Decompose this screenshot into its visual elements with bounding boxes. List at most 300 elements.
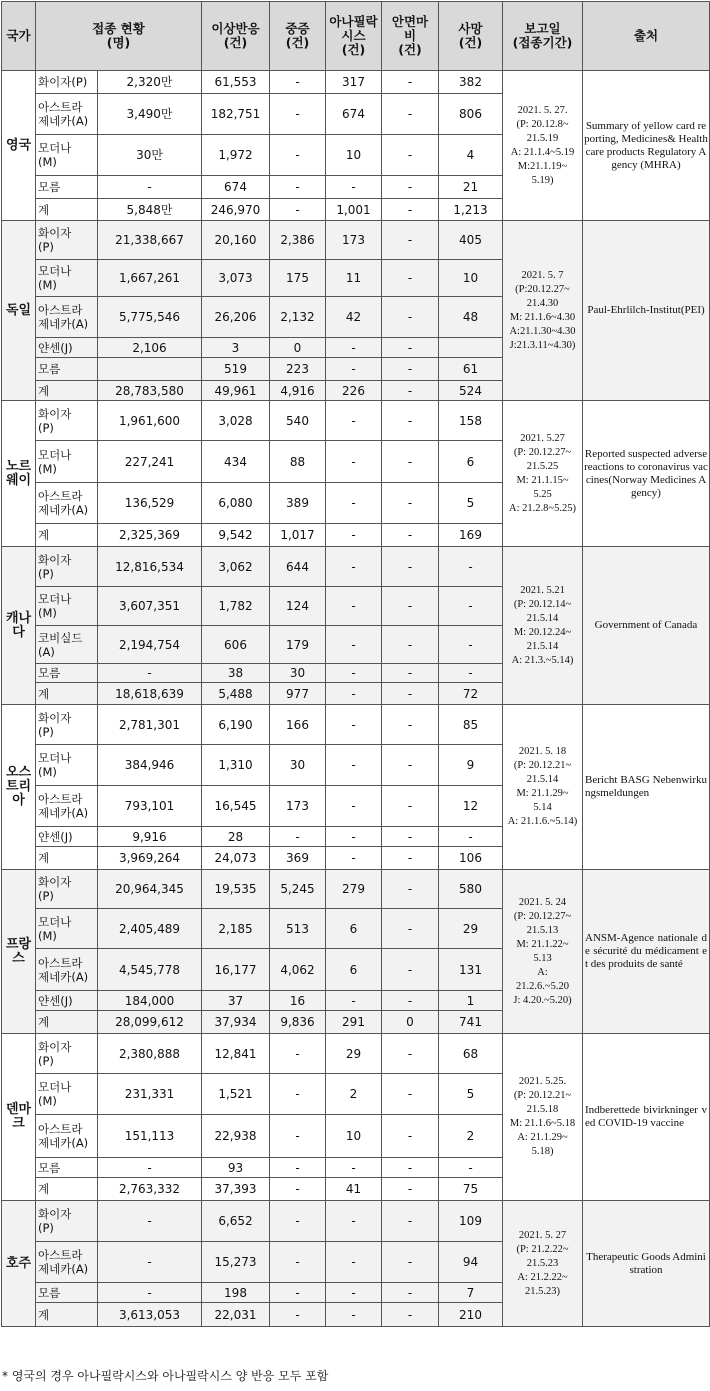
deaths-cell: 5 (439, 1074, 503, 1115)
adverse-cell: 1,782 (202, 587, 270, 626)
anaphylaxis-cell: 6 (326, 949, 382, 991)
adverse-cell: 15,273 (202, 1242, 270, 1283)
deaths-cell: 169 (439, 524, 503, 547)
anaphylaxis-cell: 6 (326, 909, 382, 949)
vaccinated-cell: 793,101 (98, 786, 202, 827)
serious-cell: 540 (270, 401, 326, 441)
footnote: * 영국의 경우 아나필락시스와 아나필락시스 양 반응 모두 포함 (2, 1369, 329, 1383)
header-adverse-reactions: 이상반응 (건) (202, 2, 270, 71)
serious-cell: - (270, 827, 326, 847)
country-cell: 영국 (2, 71, 36, 221)
serious-cell: - (270, 1201, 326, 1242)
adverse-cell: 93 (202, 1158, 270, 1178)
adverse-cell: 6,190 (202, 705, 270, 745)
deaths-cell: 10 (439, 260, 503, 297)
serious-cell: 166 (270, 705, 326, 745)
adverse-cell: 3,028 (202, 401, 270, 441)
vaccine-cell: 계 (36, 1303, 98, 1327)
vaccinated-cell: 2,194,754 (98, 626, 202, 664)
adverse-cell: 49,961 (202, 381, 270, 401)
vaccine-cell: 모더나 (M) (36, 441, 98, 483)
vaccinated-cell: 12,816,534 (98, 547, 202, 587)
vaccinated-cell: 1,667,261 (98, 260, 202, 297)
country-cell: 프랑스 (2, 870, 36, 1034)
vaccine-cell: 아스트라 제네카(A) (36, 786, 98, 827)
deaths-cell: - (439, 1158, 503, 1178)
facial-palsy-cell: - (382, 909, 439, 949)
facial-palsy-cell: - (382, 547, 439, 587)
deaths-cell: 2 (439, 1115, 503, 1158)
anaphylaxis-cell: 29 (326, 1034, 382, 1074)
anaphylaxis-cell: - (326, 1303, 382, 1327)
deaths-cell: 75 (439, 1178, 503, 1201)
serious-cell: - (270, 1303, 326, 1327)
facial-palsy-cell: - (382, 94, 439, 135)
facial-palsy-cell: - (382, 1303, 439, 1327)
serious-cell: 4,062 (270, 949, 326, 991)
anaphylaxis-cell: 226 (326, 381, 382, 401)
vaccine-cell: 아스트라 제네카(A) (36, 94, 98, 135)
vaccinated-cell: 231,331 (98, 1074, 202, 1115)
serious-cell: 644 (270, 547, 326, 587)
anaphylaxis-cell: 10 (326, 1115, 382, 1158)
vaccine-cell: 모름 (36, 1158, 98, 1178)
header-vaccinations: 접종 현황 (명) (36, 2, 202, 71)
vaccinated-cell: 2,781,301 (98, 705, 202, 745)
table-row (2, 71, 710, 94)
anaphylaxis-cell: - (326, 827, 382, 847)
vaccinated-cell: 3,490만 (98, 94, 202, 135)
vaccinated-cell: 2,405,489 (98, 909, 202, 949)
facial-palsy-cell: - (382, 1178, 439, 1201)
vaccine-cell: 모름 (36, 358, 98, 381)
serious-cell: - (270, 1283, 326, 1303)
table-row (2, 1034, 710, 1074)
vaccine-cell: 모더나 (M) (36, 587, 98, 626)
serious-cell: 30 (270, 664, 326, 683)
vaccinated-cell: 184,000 (98, 991, 202, 1011)
anaphylaxis-cell: 317 (326, 71, 382, 94)
vaccinated-cell: - (98, 1158, 202, 1178)
vaccinated-cell: 227,241 (98, 441, 202, 483)
facial-palsy-cell: - (382, 847, 439, 870)
source-cell: Summary of yellow card reporting, Medicines& Healthcare products Regulatory Agency (MHRA) (583, 71, 710, 221)
source-cell: ANSM-Agence nationale de sécurité du médicament et des produits de santé (583, 870, 710, 1034)
vaccine-cell: 모더나 (M) (36, 909, 98, 949)
vaccinated-cell: 3,969,264 (98, 847, 202, 870)
serious-cell: 2,132 (270, 297, 326, 338)
anaphylaxis-cell: - (326, 683, 382, 705)
serious-cell: 1,017 (270, 524, 326, 547)
facial-palsy-cell: - (382, 786, 439, 827)
header-serious: 중증 (건) (270, 2, 326, 71)
facial-palsy-cell: - (382, 626, 439, 664)
header-deaths: 사망 (건) (439, 2, 503, 71)
anaphylaxis-cell: 42 (326, 297, 382, 338)
anaphylaxis-cell: - (326, 338, 382, 358)
anaphylaxis-cell: 1,001 (326, 199, 382, 221)
deaths-cell: 405 (439, 221, 503, 260)
vaccinated-cell: 3,607,351 (98, 587, 202, 626)
adverse-cell: 61,553 (202, 71, 270, 94)
anaphylaxis-cell: - (326, 358, 382, 381)
anaphylaxis-cell: 2 (326, 1074, 382, 1115)
header-country: 국가 (2, 2, 36, 71)
facial-palsy-cell: - (382, 1074, 439, 1115)
deaths-cell: 741 (439, 1011, 503, 1034)
serious-cell: 124 (270, 587, 326, 626)
header-anaphylaxis: 아나필락 시스 (건) (326, 2, 382, 71)
adverse-cell: 606 (202, 626, 270, 664)
facial-palsy-cell: - (382, 870, 439, 909)
adverse-cell: 24,073 (202, 847, 270, 870)
vaccine-cell: 화이자 (P) (36, 1201, 98, 1242)
serious-cell: - (270, 1178, 326, 1201)
deaths-cell: - (439, 626, 503, 664)
facial-palsy-cell: - (382, 199, 439, 221)
adverse-cell: 519 (202, 358, 270, 381)
anaphylaxis-cell: - (326, 1283, 382, 1303)
serious-cell: 175 (270, 260, 326, 297)
vaccinated-cell: 151,113 (98, 1115, 202, 1158)
deaths-cell: 4 (439, 135, 503, 176)
serious-cell: - (270, 94, 326, 135)
source-cell: Paul-Ehrlilch-Institut(PEI) (583, 221, 710, 401)
deaths-cell: 48 (439, 297, 503, 338)
anaphylaxis-cell: - (326, 401, 382, 441)
deaths-cell: 12 (439, 786, 503, 827)
vaccine-cell: 아스트라 제네카(A) (36, 297, 98, 338)
vaccine-cell: 아스트라 제네카(A) (36, 949, 98, 991)
country-cell: 독일 (2, 221, 36, 401)
deaths-cell: 210 (439, 1303, 503, 1327)
facial-palsy-cell: - (382, 683, 439, 705)
vaccinated-cell: 2,106 (98, 338, 202, 358)
adverse-cell: 20,160 (202, 221, 270, 260)
adverse-cell: 182,751 (202, 94, 270, 135)
facial-palsy-cell: - (382, 587, 439, 626)
serious-cell: 16 (270, 991, 326, 1011)
source-cell: Government of Canada (583, 547, 710, 705)
serious-cell: - (270, 176, 326, 199)
adverse-cell: 198 (202, 1283, 270, 1303)
anaphylaxis-cell: - (326, 847, 382, 870)
header-source: 출처 (583, 2, 710, 71)
facial-palsy-cell: - (382, 176, 439, 199)
serious-cell: 389 (270, 483, 326, 524)
vaccine-cell: 계 (36, 1011, 98, 1034)
anaphylaxis-cell: - (326, 1158, 382, 1178)
anaphylaxis-cell: - (326, 786, 382, 827)
facial-palsy-cell: - (382, 221, 439, 260)
deaths-cell: 158 (439, 401, 503, 441)
vaccinated-cell: 384,946 (98, 745, 202, 786)
report-date-cell: 2021. 5.21 (P: 20.12.14~ 21.5.14 M: 20.12.24~ 21.5.14 A: 21.3.~5.14) (503, 547, 583, 705)
serious-cell: - (270, 135, 326, 176)
vaccine-cell: 모름 (36, 1283, 98, 1303)
serious-cell: 173 (270, 786, 326, 827)
serious-cell: - (270, 1074, 326, 1115)
facial-palsy-cell: - (382, 827, 439, 847)
serious-cell: - (270, 1242, 326, 1283)
deaths-cell: 85 (439, 705, 503, 745)
report-date-cell: 2021. 5. 27 (P: 21.2.22~ 21.5.23 A: 21.2.22~ 21.5.23) (503, 1201, 583, 1327)
facial-palsy-cell: - (382, 381, 439, 401)
deaths-cell: - (439, 547, 503, 587)
vaccine-cell: 모더나 (M) (36, 745, 98, 786)
vaccinated-cell: 2,380,888 (98, 1034, 202, 1074)
vaccinated-cell: 2,325,369 (98, 524, 202, 547)
vaccinated-cell: - (98, 1283, 202, 1303)
deaths-cell: 61 (439, 358, 503, 381)
anaphylaxis-cell: 173 (326, 221, 382, 260)
vaccine-cell: 화이자 (P) (36, 870, 98, 909)
serious-cell: 30 (270, 745, 326, 786)
serious-cell: 9,836 (270, 1011, 326, 1034)
adverse-cell: 38 (202, 664, 270, 683)
vaccine-cell: 계 (36, 524, 98, 547)
deaths-cell: 806 (439, 94, 503, 135)
adverse-cell: 3,073 (202, 260, 270, 297)
adverse-cell: 16,177 (202, 949, 270, 991)
serious-cell: 88 (270, 441, 326, 483)
adverse-cell: 1,521 (202, 1074, 270, 1115)
adverse-cell: 2,185 (202, 909, 270, 949)
header-row (2, 2, 710, 71)
serious-cell: 513 (270, 909, 326, 949)
anaphylaxis-cell: 11 (326, 260, 382, 297)
vaccine-cell: 얀센(J) (36, 338, 98, 358)
vaccinated-cell: 2,763,332 (98, 1178, 202, 1201)
table-row (2, 1201, 710, 1242)
deaths-cell: 9 (439, 745, 503, 786)
facial-palsy-cell: - (382, 338, 439, 358)
country-cell: 노르웨이 (2, 401, 36, 547)
facial-palsy-cell: - (382, 401, 439, 441)
header-report-date: 보고일 (접종기간) (503, 2, 583, 71)
deaths-cell: 580 (439, 870, 503, 909)
report-date-cell: 2021. 5. 24 (P: 20.12.27~ 21.5.13 M: 21.1.22~ 5.13 A: 21.2.6.~5.20 J: 4.20.~5.20) (503, 870, 583, 1034)
anaphylaxis-cell: 10 (326, 135, 382, 176)
vaccine-cell: 화이자 (P) (36, 705, 98, 745)
deaths-cell: 94 (439, 1242, 503, 1283)
serious-cell: 369 (270, 847, 326, 870)
facial-palsy-cell: - (382, 358, 439, 381)
facial-palsy-cell: - (382, 260, 439, 297)
facial-palsy-cell: - (382, 524, 439, 547)
vaccinated-cell: 9,916 (98, 827, 202, 847)
header-facial-palsy: 안면마 비 (건) (382, 2, 439, 71)
anaphylaxis-cell: 291 (326, 1011, 382, 1034)
source-cell: Therapeutic Goods Administration (583, 1201, 710, 1327)
vaccinated-cell: 5,775,546 (98, 297, 202, 338)
vaccine-cell: 계 (36, 199, 98, 221)
facial-palsy-cell: - (382, 71, 439, 94)
vaccine-cell: 모름 (36, 176, 98, 199)
vaccinated-cell: 1,961,600 (98, 401, 202, 441)
adverse-cell: 22,031 (202, 1303, 270, 1327)
source-cell: Bericht BASG Nebenwirkungsmeldungen (583, 705, 710, 870)
anaphylaxis-cell: - (326, 991, 382, 1011)
country-cell: 캐나다 (2, 547, 36, 705)
vaccinated-cell (98, 358, 202, 381)
vaccine-cell: 화이자 (P) (36, 547, 98, 587)
adverse-cell: 26,206 (202, 297, 270, 338)
facial-palsy-cell: - (382, 483, 439, 524)
vaccine-cell: 모더나 (M) (36, 1074, 98, 1115)
anaphylaxis-cell: - (326, 547, 382, 587)
anaphylaxis-cell: 41 (326, 1178, 382, 1201)
facial-palsy-cell: - (382, 1242, 439, 1283)
serious-cell: 2,386 (270, 221, 326, 260)
vaccinated-cell: 28,099,612 (98, 1011, 202, 1034)
adverse-cell: 6,080 (202, 483, 270, 524)
vaccine-cell: 화이자(P) (36, 71, 98, 94)
anaphylaxis-cell: - (326, 705, 382, 745)
vaccinated-cell: 136,529 (98, 483, 202, 524)
deaths-cell: 21 (439, 176, 503, 199)
serious-cell: - (270, 1115, 326, 1158)
vaccinated-cell: 3,613,053 (98, 1303, 202, 1327)
adverse-cell: 3,062 (202, 547, 270, 587)
deaths-cell: - (439, 587, 503, 626)
deaths-cell: - (439, 827, 503, 847)
facial-palsy-cell: 0 (382, 1011, 439, 1034)
anaphylaxis-cell: - (326, 524, 382, 547)
adverse-cell: 37,393 (202, 1178, 270, 1201)
facial-palsy-cell: - (382, 991, 439, 1011)
vaccinated-cell: 21,338,667 (98, 221, 202, 260)
vaccinated-cell: - (98, 1201, 202, 1242)
table-row (2, 401, 710, 441)
report-date-cell: 2021. 5.25. (P: 20.12.21~ 21.5.18 M: 21.1.6~5.18 A: 21.1.29~ 5.18) (503, 1034, 583, 1201)
facial-palsy-cell: - (382, 1283, 439, 1303)
table-row (2, 870, 710, 909)
vaccinated-cell: 5,848만 (98, 199, 202, 221)
vaccine-cell: 모더나 (M) (36, 260, 98, 297)
vaccine-cell: 아스트라 제네카(A) (36, 483, 98, 524)
vaccinated-cell: 2,320만 (98, 71, 202, 94)
facial-palsy-cell: - (382, 745, 439, 786)
report-date-cell: 2021. 5. 27. (P: 20.12.8~ 21.5.19 A: 21.1.4~5.19 M:21.1.19~ 5.19) (503, 71, 583, 221)
vaccine-cell: 아스트라 제네카(A) (36, 1115, 98, 1158)
anaphylaxis-cell: - (326, 587, 382, 626)
vaccine-cell: 계 (36, 847, 98, 870)
serious-cell: - (270, 1158, 326, 1178)
deaths-cell: 1,213 (439, 199, 503, 221)
deaths-cell (439, 338, 503, 358)
source-cell: Reported suspected adverse reactions to coronavirus vaccines(Norway Medicines Agency) (583, 401, 710, 547)
anaphylaxis-cell: - (326, 664, 382, 683)
facial-palsy-cell: - (382, 135, 439, 176)
table-row (2, 705, 710, 745)
facial-palsy-cell: - (382, 705, 439, 745)
country-cell: 덴마크 (2, 1034, 36, 1201)
anaphylaxis-cell: - (326, 745, 382, 786)
vaccine-cell: 화이자 (P) (36, 221, 98, 260)
vaccinated-cell: 28,783,580 (98, 381, 202, 401)
vaccinated-cell: 20,964,345 (98, 870, 202, 909)
adverse-cell: 22,938 (202, 1115, 270, 1158)
facial-palsy-cell: - (382, 664, 439, 683)
vaccine-cell: 얀센(J) (36, 827, 98, 847)
adverse-cell: 246,970 (202, 199, 270, 221)
facial-palsy-cell: - (382, 1115, 439, 1158)
anaphylaxis-cell: - (326, 1201, 382, 1242)
anaphylaxis-cell: 279 (326, 870, 382, 909)
serious-cell: 0 (270, 338, 326, 358)
deaths-cell: 29 (439, 909, 503, 949)
facial-palsy-cell: - (382, 1034, 439, 1074)
vaccinated-cell: - (98, 664, 202, 683)
vaccine-cell: 화이자 (P) (36, 401, 98, 441)
facial-palsy-cell: - (382, 441, 439, 483)
report-date-cell: 2021. 5. 18 (P: 20.12.21~ 21.5.14 M: 21.1.29~ 5.14 A: 21.1.6.~5.14) (503, 705, 583, 870)
vaccinated-cell: - (98, 176, 202, 199)
table-row (2, 221, 710, 260)
serious-cell: - (270, 71, 326, 94)
deaths-cell: 382 (439, 71, 503, 94)
facial-palsy-cell: - (382, 949, 439, 991)
serious-cell: - (270, 1034, 326, 1074)
adverse-cell: 37,934 (202, 1011, 270, 1034)
adverse-cell: 1,972 (202, 135, 270, 176)
deaths-cell: - (439, 664, 503, 683)
serious-cell: - (270, 199, 326, 221)
deaths-cell: 68 (439, 1034, 503, 1074)
adverse-cell: 28 (202, 827, 270, 847)
vaccine-cell: 화이자 (P) (36, 1034, 98, 1074)
adverse-cell: 6,652 (202, 1201, 270, 1242)
anaphylaxis-cell: - (326, 483, 382, 524)
vaccine-cell: 모름 (36, 664, 98, 683)
report-date-cell: 2021. 5.27 (P: 20.12.27~ 21.5.25 M: 21.1.15~ 5.25 A: 21.2.8~5.25) (503, 401, 583, 547)
report-date-cell: 2021. 5. 7 (P:20.12.27~ 21.4.30 M: 21.1.6~4.30 A:21.1.30~4.30 J:21.3.11~4.30) (503, 221, 583, 401)
vaccine-cell: 계 (36, 1178, 98, 1201)
facial-palsy-cell: - (382, 1158, 439, 1178)
country-cell: 오스트리아 (2, 705, 36, 870)
source-cell: Indberettede bivirkninger ved COVID-19 vaccine (583, 1034, 710, 1201)
vaccine-cell: 계 (36, 683, 98, 705)
deaths-cell: 106 (439, 847, 503, 870)
deaths-cell: 7 (439, 1283, 503, 1303)
deaths-cell: 109 (439, 1201, 503, 1242)
anaphylaxis-cell: 674 (326, 94, 382, 135)
serious-cell: 5,245 (270, 870, 326, 909)
deaths-cell: 5 (439, 483, 503, 524)
adverse-cell: 16,545 (202, 786, 270, 827)
country-cell: 호주 (2, 1201, 36, 1327)
deaths-cell: 131 (439, 949, 503, 991)
table-row (2, 547, 710, 587)
table-body (2, 71, 710, 1327)
adverse-cell: 1,310 (202, 745, 270, 786)
adverse-cell: 434 (202, 441, 270, 483)
anaphylaxis-cell: - (326, 176, 382, 199)
vaccinated-cell: 18,618,639 (98, 683, 202, 705)
vaccine-adverse-reaction-table (1, 1, 710, 1327)
anaphylaxis-cell: - (326, 1242, 382, 1283)
vaccinated-cell: 4,545,778 (98, 949, 202, 991)
adverse-cell: 19,535 (202, 870, 270, 909)
adverse-cell: 5,488 (202, 683, 270, 705)
vaccinated-cell: 30만 (98, 135, 202, 176)
deaths-cell: 524 (439, 381, 503, 401)
vaccine-cell: 코비실드 (A) (36, 626, 98, 664)
vaccine-cell: 계 (36, 381, 98, 401)
vaccinated-cell: - (98, 1242, 202, 1283)
deaths-cell: 1 (439, 991, 503, 1011)
